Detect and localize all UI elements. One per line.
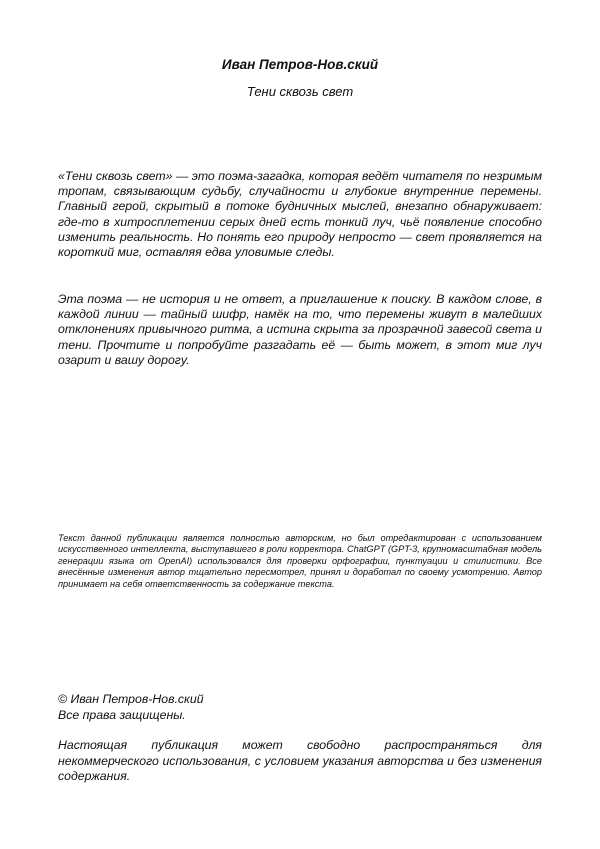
author-name: Иван Петров-Нов.ский: [221, 57, 379, 72]
copyright-line: © Иван Петров-Нов.ский: [58, 692, 204, 706]
license-text: Настоящая публикация может свободно распространяться для некоммерческого использования, с условием указания авторства и без изменения содержания.: [58, 738, 542, 783]
copyright-block: [58, 692, 542, 723]
annotation-paragraph-2: Эта поэма — не история и не ответ, а приглашение к поиску. В каждом слове, в каждой линии — тайный шифр, намёк на то, что перемены живут в малейших отклонениях привычного ритма, а истина скрыта за прозрачной завесой света и тени. Прочтите и попробуйте разгадать её — быть может, в этот миг луч озарит и вашу дорогу.: [58, 292, 542, 367]
annotation-paragraph-1: «Тени сквозь свет» — это поэма-загадка, которая ведёт читателя по незримым тропам, связывающим судьбу, случайности и глубокие внутренние перемены. Главный герой, скрытый в потоке будничных мыслей, внезапно обнаруживает: где-то в хитросплетении серых дней есть тонкий луч, чьё появление способно изменить реальность. Но понять его природу непросто — свет проявляется на короткий миг, оставляя едва уловимые следы.: [58, 169, 542, 260]
rights-line: Все права защищены.: [58, 707, 186, 722]
ai-disclaimer: Текст данной публикации является полностью авторским, но был отредактирован с использованием искусственного интеллекта, выступавшего в роли корректора. ChatGPT (GPT-3, крупномасштабная модель генерации языка от OpenAI) использовался для проверки орфографии, пунктуации и стилистики. Все внесённые изменения автор тщательно пересмотрел, принял и доработал по своему усмотрению. Автор принимает на себя ответственность за содержание текста.: [58, 533, 542, 589]
book-title: Тени сквозь свет: [246, 84, 354, 99]
